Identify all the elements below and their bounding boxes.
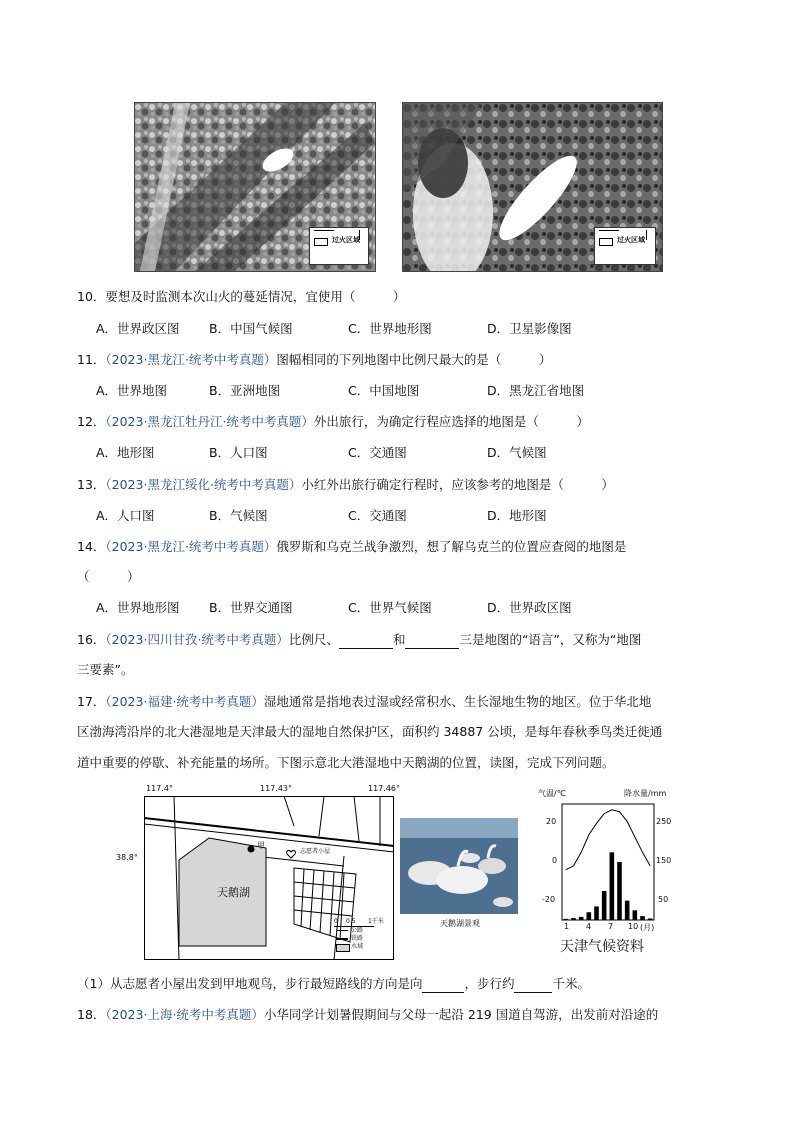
q10-option-b[interactable]: B．中国气候图 xyxy=(209,321,293,336)
q16-answer-blank-1[interactable] xyxy=(339,635,393,649)
hut-label: 志愿者小屋 xyxy=(300,848,331,855)
legend-water: 水域 xyxy=(351,943,364,950)
precip-bar-3 xyxy=(579,917,584,920)
precip-bar-6 xyxy=(602,891,607,920)
climate-title: 天津气候资料 xyxy=(560,939,644,955)
q16-answer-blank-2[interactable] xyxy=(405,635,459,649)
legend-railway: 铁路 xyxy=(351,935,364,942)
q11-text: 图幅相同的下列地图中比例尺最大的是（ ） xyxy=(276,352,552,367)
scale-1km: 1千米 xyxy=(368,918,384,925)
precip-bar-11 xyxy=(640,916,645,920)
q14-option-c[interactable]: C．世界气候图 xyxy=(348,600,432,615)
q14-text: 俄罗斯和乌克兰战争激烈，想了解乌克兰的位置应查阅的地图是 xyxy=(276,539,627,554)
lon-label-2: 117.43° xyxy=(260,784,292,793)
q11-option-b[interactable]: B．亚洲地图 xyxy=(209,383,281,398)
q17-line2: 区渤海湾沿岸的北大港湿地是天津最大的湿地自然保护区，面积约 34887 公顷，是每年春秋季鸟类迁徙通 xyxy=(77,724,663,739)
satellite-image-right xyxy=(402,102,663,272)
precip-bar-7 xyxy=(610,852,615,920)
point-jia-marker xyxy=(248,846,255,853)
lat-label: 38.8° xyxy=(116,853,138,862)
lake-label: 天鹅湖 xyxy=(217,886,250,899)
q13-stem xyxy=(77,476,614,494)
q11-option-a[interactable]: A．世界地图 xyxy=(96,383,168,398)
q18-number: 18． xyxy=(77,1007,106,1022)
q12-option-c[interactable]: C．交通图 xyxy=(348,445,407,460)
q17-line3: 道中重要的停歇、补充能量的场所。下图示意北大港湿地中天鹅湖的位置，读图，完成下列问题。 xyxy=(77,755,615,770)
q17-sub1-direction-blank[interactable] xyxy=(422,979,464,993)
swan-lake-photo xyxy=(400,818,518,914)
month-tick-1: 1 xyxy=(564,922,570,931)
q18-stem xyxy=(77,1006,658,1024)
precip-tick-50: 50 xyxy=(658,895,669,904)
q13-number: 13． xyxy=(77,477,106,492)
q14-source: （2023·黑龙江·统考中考真题） xyxy=(105,539,277,554)
q13-option-c[interactable]: C．交通图 xyxy=(348,508,407,523)
precip-axis-label: 降水量/mm xyxy=(624,789,667,798)
q16-stem xyxy=(77,631,641,649)
q17-source: （2023·福建·统考中考真题） xyxy=(105,694,264,709)
north-arrow-icon xyxy=(359,230,364,240)
q14-option-b[interactable]: B．世界交通图 xyxy=(209,600,293,615)
q12-source: （2023·黑龙江牡丹江·统考中考真题） xyxy=(105,414,314,429)
q11-source: （2023·黑龙江·统考中考真题） xyxy=(105,352,277,367)
precip-bar-8 xyxy=(617,862,622,920)
precip-tick-150: 150 xyxy=(656,856,672,865)
q16-text-a: 比例尺、 xyxy=(288,632,339,647)
q12-number: 12． xyxy=(77,414,106,429)
scale-0: 0 xyxy=(334,918,338,925)
swan-photo-scene xyxy=(400,818,518,914)
climate-chart xyxy=(528,788,688,960)
q13-text: 小红外出旅行确定行程时，应该参考的地图是（ ） xyxy=(301,477,614,492)
q18-text: 小华同学计划暑假期间与父母一起沿 219 国道自驾游，出发前对沿途的 xyxy=(263,1007,659,1022)
q11-stem xyxy=(77,351,551,369)
precip-tick-250: 250 xyxy=(656,817,672,826)
q10-option-d[interactable]: D．卫星影像图 xyxy=(487,321,572,336)
q11-number: 11． xyxy=(77,352,106,367)
map-legend xyxy=(334,918,392,958)
precip-bar-10 xyxy=(633,910,638,920)
precip-bar-12 xyxy=(648,918,653,920)
point-jia-label: 甲 xyxy=(257,841,265,850)
burned-area-label-right: 过火区域 xyxy=(617,236,645,244)
q14-stem-cont: （ ） xyxy=(77,569,140,584)
month-tick-7: 7 xyxy=(608,922,614,931)
temp-tick-0: 0 xyxy=(552,856,558,865)
temp-tick-20: 20 xyxy=(546,817,557,826)
precip-bar-9 xyxy=(625,901,630,920)
q12-option-d[interactable]: D．气候图 xyxy=(487,445,547,460)
q10-option-a[interactable]: A．世界政区图 xyxy=(96,321,180,336)
q17-sub1-text-b: ，步行约 xyxy=(464,976,515,991)
q16-text-c: 三是地图的“语言”，又称为“地图 xyxy=(459,632,642,647)
q10-stem: 10．要想及时监测本次山火的蔓延情况，宜使用（ ） xyxy=(77,289,406,304)
q13-option-d[interactable]: D．地形图 xyxy=(487,508,547,523)
q16-text-b: 和 xyxy=(392,632,406,647)
precip-bar-4 xyxy=(587,912,592,920)
q14-option-d[interactable]: D．世界政区图 xyxy=(487,600,572,615)
q17-sub1-distance-blank[interactable] xyxy=(514,979,552,993)
satellite-image-left xyxy=(134,102,376,272)
q12-option-a[interactable]: A．地形图 xyxy=(96,445,155,460)
lon-label-3: 117.46° xyxy=(368,784,400,793)
q17-line1 xyxy=(77,693,651,711)
q11-option-c[interactable]: C．中国地图 xyxy=(348,383,420,398)
legend-left xyxy=(309,227,369,265)
legend-right xyxy=(594,227,656,265)
q16-source: （2023·四川甘孜·统考中考真题） xyxy=(105,632,289,647)
q17-sub1-text-c: 千米。 xyxy=(552,976,590,991)
month-tick-4: 4 xyxy=(586,922,592,931)
month-unit: (月) xyxy=(640,923,655,932)
q16-number: 16． xyxy=(77,632,106,647)
temp-tick-neg20: -20 xyxy=(542,895,556,904)
q17-sub1 xyxy=(77,975,590,993)
q13-source: （2023·黑龙江绥化·统考中考真题） xyxy=(105,477,302,492)
q12-option-b[interactable]: B．人口图 xyxy=(209,445,268,460)
north-arrow-icon xyxy=(646,230,651,240)
q13-option-b[interactable]: B．气候图 xyxy=(209,508,268,523)
burned-area-label-left: 过火区域 xyxy=(332,236,360,244)
precip-bar-1 xyxy=(564,919,569,920)
temp-axis-label: 气温/℃ xyxy=(538,789,566,798)
swan-lake-map xyxy=(116,784,400,960)
lon-label-1: 117.4° xyxy=(146,784,173,793)
q17-number: 17． xyxy=(77,694,106,709)
q17-sub1-text-a: （1）从志愿者小屋出发到甲地观鸟，步行最短路线的方向是向 xyxy=(77,976,423,991)
precip-bar-5 xyxy=(594,906,599,920)
scale-05: 0.5 xyxy=(346,918,356,925)
q16-stem-cont: 三要素”。 xyxy=(77,662,134,677)
photo-caption: 天鹅湖景观 xyxy=(440,919,480,928)
precip-bar-2 xyxy=(571,918,576,920)
q18-source: （2023·上海·统考中考真题） xyxy=(105,1007,264,1022)
q11-option-d[interactable]: D．黑龙江省地图 xyxy=(487,383,585,398)
q12-text: 外出旅行，为确定行程应选择的地图是（ ） xyxy=(313,414,589,429)
q14-stem xyxy=(77,538,626,556)
q13-option-a[interactable]: A．人口图 xyxy=(96,508,155,523)
q14-number: 14． xyxy=(77,539,106,554)
q17-text-1: 湿地通常是指地表过湿或经常积水、生长湿地生物的地区。位于华北地 xyxy=(263,694,652,709)
q10-option-c[interactable]: C．世界地形图 xyxy=(348,321,432,336)
q14-option-a[interactable]: A．世界地形图 xyxy=(96,600,180,615)
month-tick-10: 10 xyxy=(628,922,639,931)
legend-road: 公路 xyxy=(351,927,364,934)
q12-stem xyxy=(77,413,589,431)
temperature-curve xyxy=(566,810,650,870)
